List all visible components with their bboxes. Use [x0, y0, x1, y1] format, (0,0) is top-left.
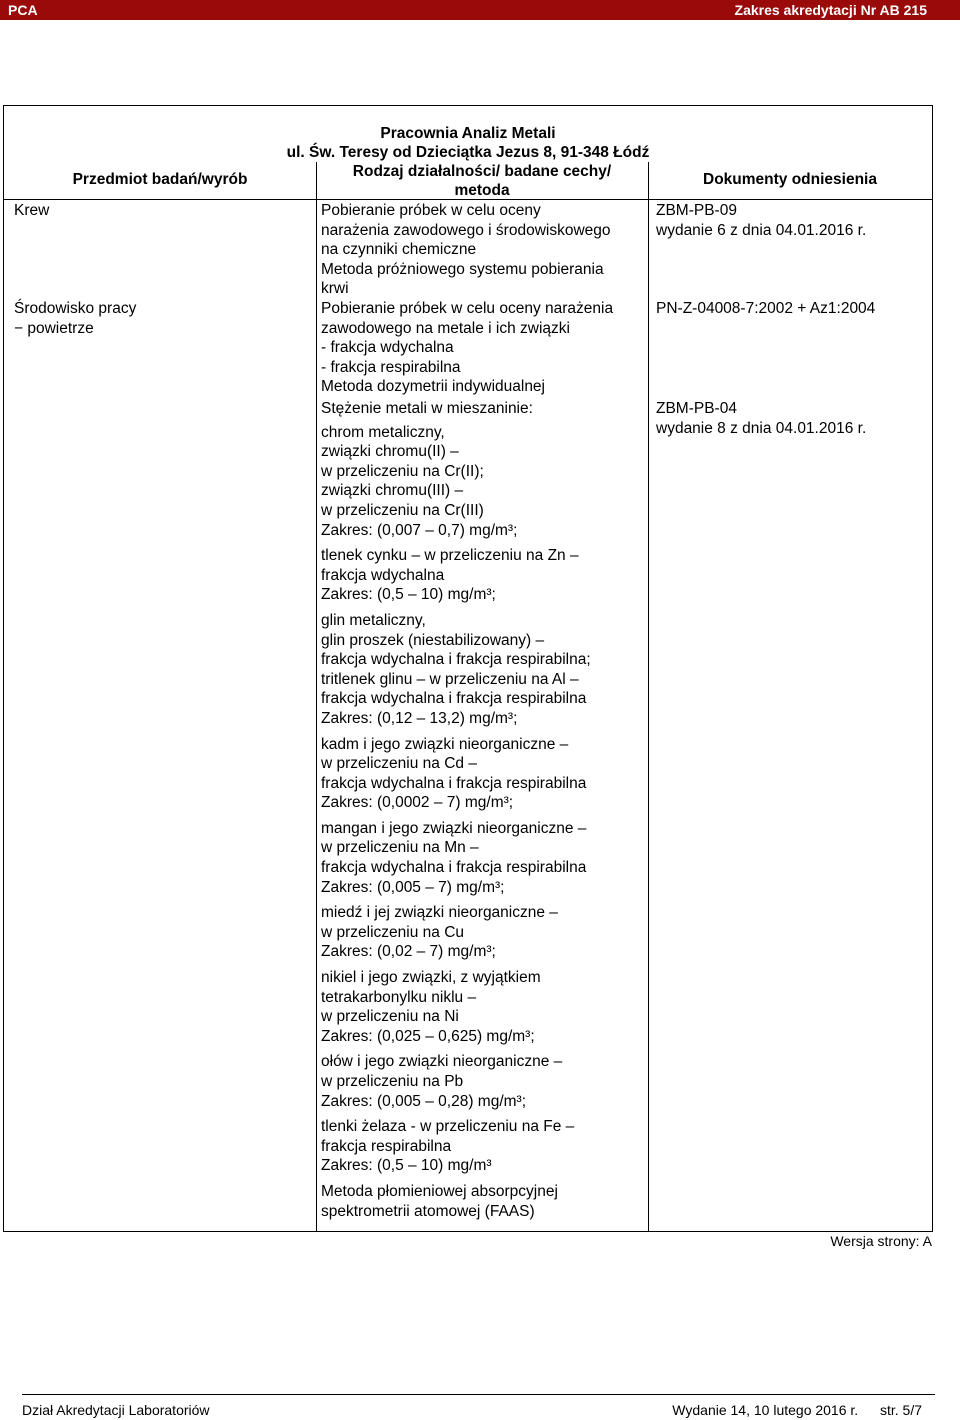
metal-group	[321, 546, 591, 605]
metal-line: mangan i jego związki nieorganiczne –	[321, 819, 587, 837]
metal-line: w przeliczeniu na Mn –	[321, 839, 479, 857]
metal-group	[321, 423, 591, 541]
column-header-activity-line: metoda	[454, 182, 510, 199]
column-header-activity-line: Rodzaj działalności/ badane cechy/	[352, 163, 612, 180]
metal-line: w przeliczeniu na Cd –	[321, 755, 477, 773]
method-line: narażenia zawodowego i środowiskowego	[321, 221, 611, 239]
metal-line: frakcja respirabilna	[321, 1137, 452, 1155]
lab-heading	[4, 124, 932, 162]
metal-line: ołów i jego związki nieorganiczne –	[321, 1053, 563, 1071]
metal-line: frakcja wdychalna i frakcja respirabilna	[321, 690, 587, 708]
metal-line: tlenek cynku – w przeliczeniu na Zn –	[321, 547, 579, 565]
column-header-activity	[316, 162, 648, 200]
metal-line: w przeliczeniu na Cr(II);	[321, 462, 484, 480]
metal-line: frakcja wdychalna i frakcja respirabilna	[321, 859, 587, 877]
header-left: PCA	[8, 2, 38, 18]
metal-group	[321, 903, 591, 962]
metal-line: frakcja wdychalna i frakcja respirabilna;	[321, 651, 591, 669]
row2-subject	[14, 299, 136, 338]
metal-line: Zakres: (0,007 – 0,7) mg/m³;	[321, 521, 518, 539]
footer-page-number: str. 5/7	[879, 1402, 922, 1418]
metal-line: frakcja wdychalna i frakcja respirabilna	[321, 774, 587, 792]
metal-group	[321, 968, 591, 1046]
method-line: krwi	[321, 280, 349, 298]
footer-department: Dział Akredytacji Laboratoriów	[22, 1402, 210, 1418]
doc-line: PN-Z-04008-7:2002 + Az1:2004	[656, 300, 876, 317]
metal-line: glin metaliczny,	[321, 611, 426, 629]
row2-docs	[656, 299, 875, 319]
doc-line: ZBM-PB-04	[656, 400, 737, 417]
metal-group	[321, 611, 591, 729]
metal-line: tetrakarbonylku niklu –	[321, 988, 477, 1006]
metal-groups	[321, 423, 591, 1222]
metal-group	[321, 1117, 591, 1176]
metal-line: tritlenek glinu – w przeliczeniu na Al –	[321, 670, 579, 688]
method-line: - frakcja respirabilna	[321, 358, 461, 376]
subject-line: Środowisko pracy	[14, 300, 137, 317]
method-line: na czynniki chemiczne	[321, 241, 477, 259]
metal-line: Metoda płomieniowej absorpcyjnej	[321, 1182, 558, 1200]
metal-line: Zakres: (0,005 – 7) mg/m³;	[321, 878, 505, 896]
metal-line: miedź i jej związki nieorganiczne –	[321, 904, 558, 922]
lab-address: ul. Św. Teresy od Dzieciątka Jezus 8, 91-348 Łódź	[286, 144, 650, 161]
metal-line: kadm i jego związki nieorganiczne –	[321, 735, 569, 753]
metal-line: w przeliczeniu na Pb	[321, 1073, 464, 1090]
doc-line: ZBM-PB-09	[656, 202, 737, 219]
metal-line: Zakres: (0,025 – 0,625) mg/m³;	[321, 1027, 535, 1045]
metal-line: Zakres: (0,0002 – 7) mg/m³;	[321, 794, 514, 812]
row1-subject	[14, 201, 49, 221]
metal-group	[321, 735, 591, 813]
column-divider	[648, 162, 649, 1231]
header-right: Zakres akredytacji Nr AB 215	[734, 2, 927, 18]
metals-intro: Stężenie metali w mieszaninie:	[321, 400, 533, 417]
metal-line: Zakres: (0,02 – 7) mg/m³;	[321, 943, 496, 961]
accreditation-table	[3, 105, 933, 1232]
row2-method	[321, 299, 613, 397]
metal-group	[321, 1182, 591, 1221]
metal-group	[321, 819, 591, 897]
metal-line: związki chromu(III) –	[321, 482, 464, 500]
subject-line: Krew	[14, 202, 50, 219]
metal-line: tlenki żelaza - w przeliczeniu na Fe –	[321, 1118, 575, 1136]
method-line: Pobieranie próbek w celu oceny narażenia	[321, 300, 614, 317]
method-line: Metoda dozymetrii indywidualnej	[321, 378, 546, 396]
metal-line: chrom metaliczny,	[321, 423, 445, 441]
row1-method	[321, 201, 611, 299]
metal-line: glin proszek (niestabilizowany) –	[321, 631, 545, 649]
metal-line: w przeliczeniu na Cr(III)	[321, 501, 484, 519]
metal-line: spektrometrii atomowej (FAAS)	[321, 1202, 535, 1220]
metal-line: Zakres: (0,5 – 10) mg/m³;	[321, 586, 496, 604]
column-header-docs: Dokumenty odniesienia	[703, 171, 877, 188]
footer-edition: Wydanie 14, 10 lutego 2016 r.	[672, 1402, 859, 1418]
metal-line: w przeliczeniu na Ni	[321, 1008, 459, 1026]
lab-name: Pracownia Analiz Metali	[380, 125, 556, 142]
metal-line: związki chromu(II) –	[321, 443, 459, 461]
doc-line: wydanie 8 z dnia 04.01.2016 r.	[656, 419, 867, 437]
metal-group	[321, 1052, 591, 1111]
top-header-bar	[0, 0, 960, 20]
method-line: - frakcja wdychalna	[321, 339, 454, 357]
doc-line: wydanie 6 z dnia 04.01.2016 r.	[656, 221, 867, 239]
metals-docs	[656, 399, 866, 438]
footer-divider	[22, 1394, 935, 1395]
metal-line: Zakres: (0,005 – 0,28) mg/m³;	[321, 1092, 527, 1110]
metal-line: w przeliczeniu na Cu	[321, 923, 465, 941]
method-line: zawodowego na metale i ich związki	[321, 319, 570, 337]
metal-line: nikiel i jego związki, z wyjątkiem	[321, 969, 541, 987]
column-header-subject: Przedmiot badań/wyrób	[72, 171, 248, 188]
metal-line: Zakres: (0,5 – 10) mg/m³	[321, 1157, 492, 1175]
page-version: Wersja strony: A	[830, 1233, 932, 1249]
subject-line: − powietrze	[14, 319, 94, 337]
metal-line: frakcja wdychalna	[321, 566, 445, 584]
metal-line: Zakres: (0,12 – 13,2) mg/m³;	[321, 709, 518, 727]
column-divider	[316, 162, 317, 1231]
footer-right	[672, 1402, 922, 1418]
metals-method	[321, 399, 591, 1221]
method-line: Metoda próżniowego systemu pobierania	[321, 260, 604, 278]
method-line: Pobieranie próbek w celu oceny	[321, 202, 541, 219]
row1-docs	[656, 201, 866, 240]
